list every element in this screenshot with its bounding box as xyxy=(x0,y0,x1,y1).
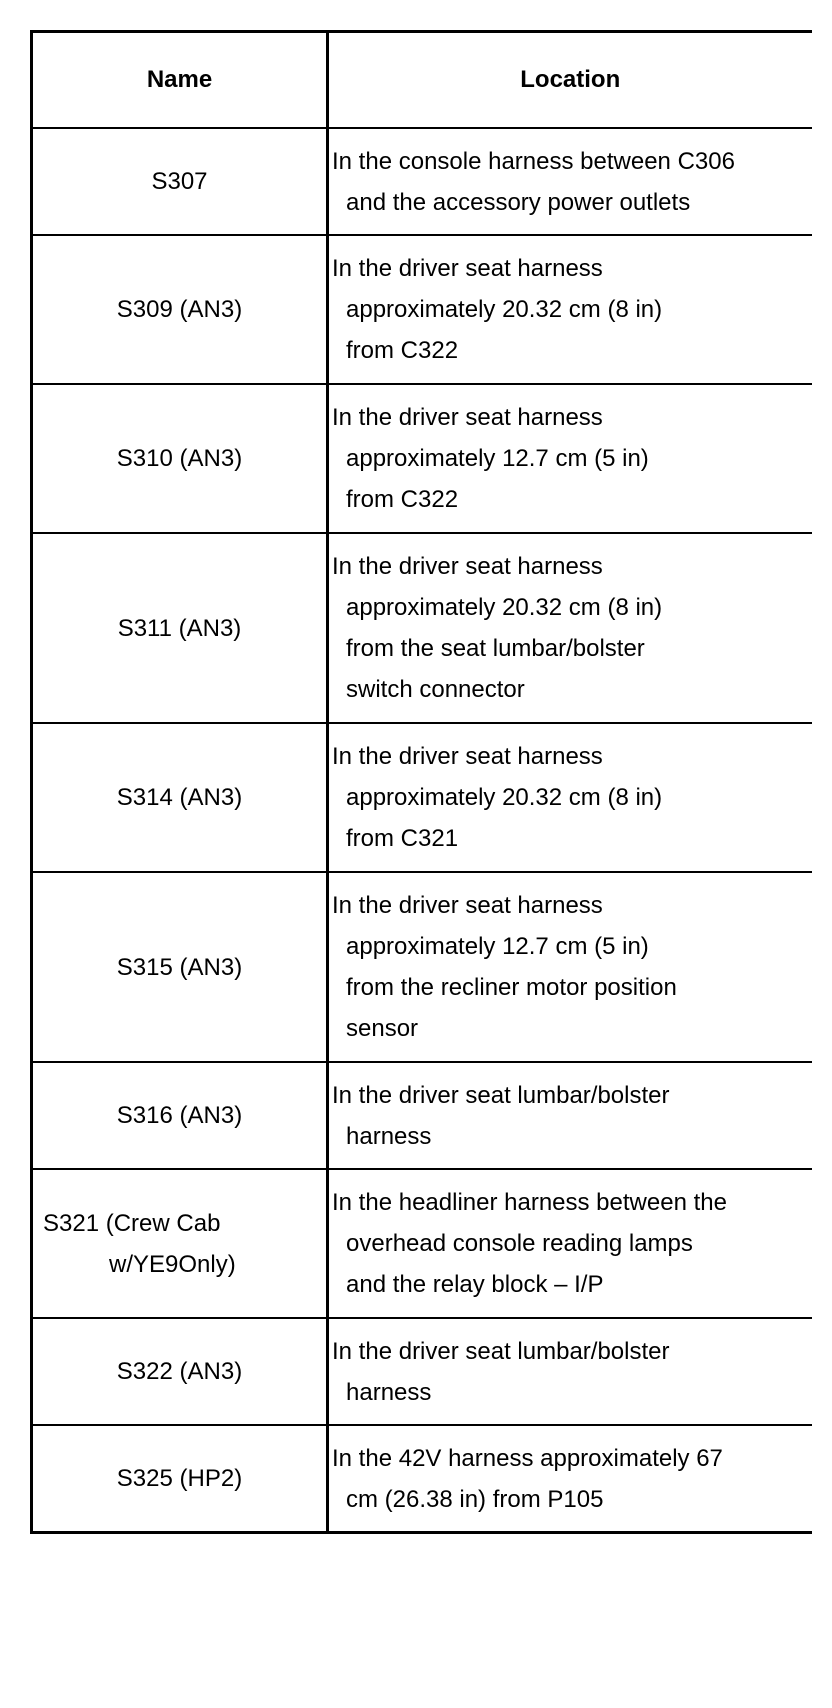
splice-name: S322 (AN3) xyxy=(32,1318,328,1425)
header-location: Location xyxy=(328,32,812,129)
location-line: In the driver seat harness xyxy=(332,553,603,580)
table-row xyxy=(32,1062,812,1169)
splice-location xyxy=(328,723,812,872)
header-name: Name xyxy=(32,32,328,129)
location-line: In the driver seat lumbar/bolster xyxy=(332,1081,670,1109)
location-line: sensor xyxy=(346,1015,419,1042)
splice-location xyxy=(328,1062,812,1169)
splice-location xyxy=(328,533,812,723)
location-line: In the console harness between C306 xyxy=(332,147,735,175)
splice-location xyxy=(328,872,812,1062)
splice-name: S314 (AN3) xyxy=(32,723,328,872)
splice-name: S307 xyxy=(32,128,328,235)
location-line: harness xyxy=(346,1378,432,1406)
table-row xyxy=(32,1425,812,1533)
splice-location xyxy=(328,1425,812,1533)
location-line: In the 42V harness approximately 67 xyxy=(332,1444,723,1472)
table-header-row xyxy=(32,32,812,129)
location-line: overhead console reading lamps xyxy=(346,1230,693,1257)
location-line: approximately 20.32 cm (8 in) xyxy=(346,296,663,323)
location-line: In the driver seat harness xyxy=(332,892,603,919)
location-line: from the recliner motor position xyxy=(346,974,677,1001)
location-line: In the driver seat lumbar/bolster xyxy=(332,1337,670,1365)
location-line: from the seat lumbar/bolster xyxy=(346,635,645,662)
splice-location xyxy=(328,235,812,384)
location-line: approximately 20.32 cm (8 in) xyxy=(346,594,663,621)
splice-location-table xyxy=(30,30,812,1534)
table-row xyxy=(32,384,812,533)
location-line: from C322 xyxy=(346,486,459,513)
splice-location xyxy=(328,384,812,533)
table-row xyxy=(32,235,812,384)
splice-name: S325 (HP2) xyxy=(32,1425,328,1533)
splice-name: S310 (AN3) xyxy=(32,384,328,533)
location-line: from C321 xyxy=(346,825,459,852)
location-line: from C322 xyxy=(346,337,459,364)
location-line: In the driver seat harness xyxy=(332,743,603,770)
location-line: cm (26.38 in) from P105 xyxy=(346,1485,604,1513)
splice-name: S311 (AN3) xyxy=(32,533,328,723)
splice-location xyxy=(328,1169,812,1318)
location-line: In the driver seat harness xyxy=(332,404,603,431)
splice-location xyxy=(328,128,812,235)
splice-name: S316 (AN3) xyxy=(32,1062,328,1169)
table-row xyxy=(32,1169,812,1318)
location-line: harness xyxy=(346,1122,432,1150)
location-line: approximately 12.7 cm (5 in) xyxy=(346,445,649,472)
location-line: and the relay block – I/P xyxy=(346,1271,604,1298)
location-line: approximately 12.7 cm (5 in) xyxy=(346,933,649,960)
table-row xyxy=(32,533,812,723)
table-row xyxy=(32,1318,812,1425)
splice-name-line: w/YE9Only) xyxy=(109,1250,236,1278)
splice-name-line: S321 (Crew Cab xyxy=(43,1209,221,1237)
table-row xyxy=(32,128,812,235)
table-row xyxy=(32,872,812,1062)
splice-name xyxy=(32,1169,328,1318)
location-line: switch connector xyxy=(346,676,525,703)
location-line: approximately 20.32 cm (8 in) xyxy=(346,784,663,811)
location-line: and the accessory power outlets xyxy=(346,188,691,216)
splice-location xyxy=(328,1318,812,1425)
splice-name: S315 (AN3) xyxy=(32,872,328,1062)
location-line: In the headliner harness between the xyxy=(332,1189,727,1216)
table-row xyxy=(32,723,812,872)
splice-name: S309 (AN3) xyxy=(32,235,328,384)
location-line: In the driver seat harness xyxy=(332,255,603,282)
